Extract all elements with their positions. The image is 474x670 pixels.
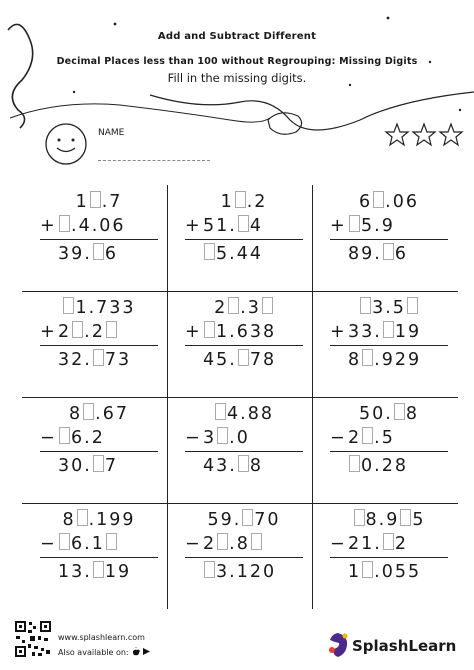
splashlearn-logo-icon bbox=[326, 632, 350, 658]
operator-sign: − bbox=[330, 428, 345, 448]
missing-digit-box[interactable] bbox=[106, 321, 117, 338]
missing-digit-box[interactable] bbox=[204, 321, 215, 338]
problem-second-number: − 6.2 bbox=[40, 428, 105, 448]
sum-line bbox=[330, 239, 448, 240]
operator-sign: + bbox=[40, 216, 55, 236]
sum-line bbox=[40, 345, 158, 346]
missing-digit-box[interactable] bbox=[362, 349, 373, 366]
missing-digit-box[interactable] bbox=[77, 509, 88, 526]
problem-top-number: 1.733 bbox=[40, 297, 158, 319]
problem-second-number: − 6.1 bbox=[40, 533, 158, 555]
operator-sign: − bbox=[330, 534, 345, 554]
operator-sign: + bbox=[330, 216, 345, 236]
missing-digit-box[interactable] bbox=[262, 297, 273, 314]
qr-code-icon bbox=[14, 620, 52, 658]
missing-digit-box[interactable] bbox=[59, 533, 70, 550]
missing-digit-box[interactable] bbox=[59, 215, 70, 232]
sum-line bbox=[185, 345, 303, 346]
problem-result: 3.120 bbox=[185, 561, 303, 583]
problem-cell bbox=[312, 397, 457, 503]
problem-result: 1 .055 bbox=[348, 562, 422, 582]
problem-second-number: − 21. 2 bbox=[330, 534, 408, 554]
instruction-text: Fill in the missing digits. bbox=[167, 71, 307, 85]
problem-top-number: 8 .199 bbox=[62, 510, 136, 530]
name-label: NAME bbox=[98, 128, 125, 138]
problem-result: 45. 78 bbox=[203, 350, 277, 370]
missing-digit-box[interactable] bbox=[354, 509, 365, 526]
problem-top-number: 1 .7 bbox=[75, 192, 123, 212]
missing-digit-box[interactable] bbox=[238, 215, 249, 232]
sum-line bbox=[185, 557, 303, 558]
operator-sign: + bbox=[185, 322, 200, 342]
missing-digit-box[interactable] bbox=[383, 243, 394, 260]
missing-digit-box[interactable] bbox=[93, 455, 104, 472]
footer-available-label: Also available on: bbox=[58, 648, 129, 657]
problem-cell bbox=[312, 185, 457, 291]
missing-digit-box[interactable] bbox=[72, 321, 83, 338]
operator-sign: − bbox=[40, 534, 55, 554]
problem-second-number: + 1.638 bbox=[185, 322, 277, 342]
missing-digit-box[interactable] bbox=[59, 427, 70, 444]
missing-digit-box[interactable] bbox=[360, 297, 371, 314]
worksheet-title-line2: Decimal Places less than 100 without Regrouping: Missing Digits bbox=[56, 56, 418, 67]
footer-available-on bbox=[58, 647, 151, 657]
problem-top-number: 8.9 5 bbox=[330, 509, 448, 531]
problem-second-number: − 2 .5 bbox=[330, 428, 395, 448]
problem-second-number: + 33. 19 bbox=[330, 322, 422, 342]
problem-second-number: + .4.06 bbox=[40, 216, 126, 236]
footer-url[interactable]: www.splashlearn.com bbox=[58, 633, 145, 642]
missing-digit-box[interactable] bbox=[362, 561, 373, 578]
missing-digit-box[interactable] bbox=[204, 243, 215, 260]
problem-result: 89. 6 bbox=[348, 244, 408, 264]
problem-result: 43. 8 bbox=[203, 456, 263, 476]
missing-digit-box[interactable] bbox=[93, 349, 104, 366]
missing-digit-box[interactable] bbox=[349, 215, 360, 232]
missing-digit-box[interactable] bbox=[242, 509, 253, 526]
missing-digit-box[interactable] bbox=[251, 533, 262, 550]
problem-cell bbox=[22, 185, 167, 291]
missing-digit-box[interactable] bbox=[362, 427, 373, 444]
missing-digit-box[interactable] bbox=[217, 427, 228, 444]
missing-digit-box[interactable] bbox=[83, 403, 94, 420]
problem-second-number: + 2 .2 bbox=[40, 321, 158, 343]
missing-digit-box[interactable] bbox=[106, 533, 117, 550]
problem-top-number: 8 .67 bbox=[69, 404, 129, 424]
problem-grid bbox=[22, 185, 458, 609]
problem-top-number: 6 .06 bbox=[359, 192, 419, 212]
worksheet-title-line1: Add and Subtract Different bbox=[157, 31, 317, 42]
sum-line bbox=[330, 451, 448, 452]
operator-sign: − bbox=[40, 428, 55, 448]
problem-cell bbox=[22, 397, 167, 503]
operator-sign: − bbox=[185, 534, 200, 554]
problem-cell bbox=[167, 397, 312, 503]
problem-result: 32. 73 bbox=[58, 350, 132, 370]
sum-line bbox=[40, 451, 158, 452]
problem-second-number: − 2 .8 bbox=[185, 533, 303, 555]
missing-digit-box[interactable] bbox=[235, 191, 246, 208]
missing-digit-box[interactable] bbox=[238, 455, 249, 472]
missing-digit-box[interactable] bbox=[63, 297, 74, 314]
operator-sign: + bbox=[185, 216, 200, 236]
missing-digit-box[interactable] bbox=[383, 533, 394, 550]
missing-digit-box[interactable] bbox=[407, 297, 418, 314]
splashlearn-brand bbox=[352, 637, 456, 655]
sum-line bbox=[185, 451, 303, 452]
problem-cell bbox=[167, 503, 312, 609]
smiley-face-icon bbox=[44, 122, 88, 166]
missing-digit-box[interactable] bbox=[400, 509, 411, 526]
sum-line bbox=[40, 239, 158, 240]
missing-digit-box[interactable] bbox=[217, 533, 228, 550]
problem-cell bbox=[22, 291, 167, 397]
sum-line bbox=[330, 557, 448, 558]
problem-second-number: + 5.9 bbox=[330, 216, 395, 236]
problem-result: 5.44 bbox=[185, 243, 303, 265]
operator-sign: + bbox=[40, 322, 55, 342]
missing-digit-box[interactable] bbox=[238, 349, 249, 366]
problem-second-number: − 3 .0 bbox=[185, 428, 250, 448]
missing-digit-box[interactable] bbox=[383, 321, 394, 338]
missing-digit-box[interactable] bbox=[204, 561, 215, 578]
brand-name: SplashLearn bbox=[352, 637, 457, 655]
rating-stars-icon bbox=[384, 122, 468, 148]
missing-digit-box[interactable] bbox=[93, 561, 104, 578]
problem-result: 0.28 bbox=[330, 455, 448, 477]
problem-second-number: + 51. 4 bbox=[185, 216, 263, 236]
app-store-icons[interactable] bbox=[131, 647, 151, 656]
missing-digit-box[interactable] bbox=[215, 403, 226, 420]
problem-result: 8 .929 bbox=[348, 350, 422, 370]
problem-top-number: 50. 8 bbox=[359, 404, 419, 424]
problem-cell bbox=[312, 503, 457, 609]
missing-digit-box[interactable] bbox=[349, 455, 360, 472]
problem-cell bbox=[167, 185, 312, 291]
problem-cell bbox=[22, 503, 167, 609]
name-line bbox=[98, 160, 210, 161]
sum-line bbox=[185, 239, 303, 240]
missing-digit-box[interactable] bbox=[373, 191, 384, 208]
missing-digit-box[interactable] bbox=[93, 243, 104, 260]
problem-result: 30. 7 bbox=[58, 456, 118, 476]
missing-digit-box[interactable] bbox=[394, 403, 405, 420]
problem-top-number: 4.88 bbox=[185, 403, 303, 425]
operator-sign: + bbox=[330, 322, 345, 342]
problem-result: 13. 19 bbox=[58, 562, 132, 582]
problem-top-number: 1 .2 bbox=[220, 192, 268, 212]
missing-digit-box[interactable] bbox=[90, 191, 101, 208]
sum-line bbox=[330, 345, 448, 346]
problem-top-number: 59. 70 bbox=[207, 510, 281, 530]
missing-digit-box[interactable] bbox=[228, 297, 239, 314]
problem-cell bbox=[312, 291, 457, 397]
problem-top-number: 3.5 bbox=[330, 297, 448, 319]
problem-result: 39. 6 bbox=[58, 244, 118, 264]
sum-line bbox=[40, 557, 158, 558]
problem-cell bbox=[167, 291, 312, 397]
operator-sign: − bbox=[185, 428, 200, 448]
problem-top-number: 2 .3 bbox=[185, 297, 303, 319]
